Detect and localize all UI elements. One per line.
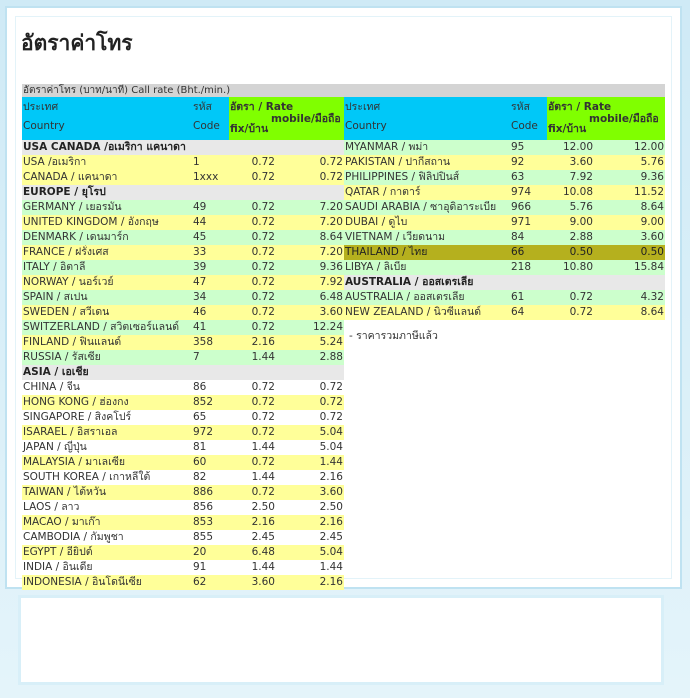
table-row — [344, 215, 665, 230]
header-country-th: ประเทศ — [345, 101, 381, 113]
mobile-rate: 5.04 — [319, 426, 343, 438]
mobile-rate: 3.60 — [319, 306, 343, 318]
country-name: INDIA / อินเดีย — [23, 561, 93, 573]
header-fix: fix/บ้าน — [230, 123, 269, 135]
country-name: RUSSIA / รัสเซีย — [23, 351, 101, 363]
mobile-rate: 1.44 — [319, 561, 343, 573]
mobile-rate: 8.64 — [640, 306, 664, 318]
country-code: 95 — [511, 141, 525, 153]
country-name: CAMBODIA / กัมพูชา — [23, 531, 124, 543]
table-row — [22, 320, 344, 335]
country-name: DENMARK / เดนมาร์ก — [23, 231, 129, 243]
fix-rate: 3.60 — [251, 576, 275, 588]
header-rate: อัตรา / Rate — [548, 101, 612, 113]
fix-rate: 0.72 — [251, 246, 275, 258]
fix-rate: 2.88 — [569, 231, 593, 243]
mobile-rate: 0.50 — [640, 246, 664, 258]
header-code-en: Code — [511, 120, 538, 132]
country-code: 41 — [193, 321, 207, 333]
table-row — [22, 350, 344, 365]
mobile-rate: 7.20 — [319, 216, 343, 228]
country-code: 46 — [193, 306, 207, 318]
mobile-rate: 0.72 — [319, 171, 343, 183]
table-row — [22, 410, 344, 425]
header-rate: อัตรา / Rate — [230, 101, 294, 113]
table-caption: อัตราค่าโทร (บาท/นาที) Call rate (Bht./min.) — [22, 84, 665, 97]
mobile-rate: 1.44 — [319, 456, 343, 468]
header-mobile: mobile/มือถือ — [589, 113, 659, 125]
country-code: 64 — [511, 306, 525, 318]
table-row — [22, 380, 344, 395]
region-header — [22, 185, 344, 200]
header-country-en: Country — [345, 120, 387, 132]
fix-rate: 3.60 — [569, 156, 593, 168]
table-row — [22, 215, 344, 230]
region-name: ASIA / เอเชีย — [23, 366, 89, 378]
fix-rate: 10.80 — [562, 261, 593, 273]
country-code: 62 — [193, 576, 207, 588]
fix-rate: 1.44 — [251, 441, 275, 453]
country-name: UNITED KINGDOM / อังกฤษ — [23, 216, 159, 228]
country-name: SPAIN / สเปน — [23, 291, 88, 303]
fix-rate: 0.72 — [251, 201, 275, 213]
mobile-rate: 12.00 — [633, 141, 664, 153]
country-name: ITALY / อิตาลี — [23, 261, 86, 273]
mobile-rate: 2.16 — [319, 576, 343, 588]
country-code: 852 — [193, 396, 214, 408]
fix-rate: 0.72 — [251, 231, 275, 243]
country-code: 92 — [511, 156, 525, 168]
fix-rate: 0.72 — [569, 291, 593, 303]
left-column — [22, 97, 344, 590]
mobile-rate: 5.76 — [640, 156, 664, 168]
tax-note: - ราคารวมภาษีแล้ว — [349, 330, 438, 342]
mobile-rate: 7.20 — [319, 201, 343, 213]
fix-rate: 0.72 — [251, 156, 275, 168]
country-code: 39 — [193, 261, 207, 273]
footer-box — [18, 595, 664, 685]
country-name: NEW ZEALAND / นิวซีแลนด์ — [345, 306, 482, 318]
country-name: PAKISTAN / ปากีสถาน — [345, 156, 451, 168]
mobile-rate: 7.20 — [319, 246, 343, 258]
country-name: MALAYSIA / มาเลเซีย — [23, 456, 125, 468]
fix-rate: 0.72 — [251, 381, 275, 393]
country-code: 60 — [193, 456, 207, 468]
fix-rate: 0.72 — [251, 171, 275, 183]
mobile-rate: 3.60 — [319, 486, 343, 498]
table-body-left — [22, 140, 344, 590]
mobile-rate: 0.72 — [319, 381, 343, 393]
mobile-rate: 5.24 — [319, 336, 343, 348]
table-row — [22, 485, 344, 500]
table-row — [344, 290, 665, 305]
fix-rate: 12.00 — [562, 141, 593, 153]
country-code: 855 — [193, 531, 214, 543]
fix-rate: 2.16 — [251, 336, 275, 348]
country-code: 81 — [193, 441, 207, 453]
table-row — [344, 200, 665, 215]
region-header — [22, 140, 344, 155]
table-row — [344, 185, 665, 200]
fix-rate: 7.92 — [569, 171, 593, 183]
table-row — [22, 470, 344, 485]
mobile-rate: 9.36 — [319, 261, 343, 273]
country-code: 974 — [511, 186, 532, 198]
table-row — [22, 200, 344, 215]
table-row — [22, 440, 344, 455]
mobile-rate: 9.36 — [640, 171, 664, 183]
fix-rate: 5.76 — [569, 201, 593, 213]
country-name: SWEDEN / สวีเดน — [23, 306, 110, 318]
header-fix: fix/บ้าน — [548, 123, 587, 135]
table-row — [344, 260, 665, 275]
fix-rate: 0.72 — [251, 426, 275, 438]
mobile-rate: 0.72 — [319, 396, 343, 408]
header-country-th: ประเทศ — [23, 101, 59, 113]
fix-rate: 0.72 — [251, 486, 275, 498]
country-code: 49 — [193, 201, 207, 213]
mobile-rate: 11.52 — [633, 186, 664, 198]
country-name: INDONESIA / อินโดนีเซีย — [23, 576, 142, 588]
header-country-en: Country — [23, 120, 65, 132]
country-name: JAPAN / ญี่ปุ่น — [23, 441, 87, 453]
table-row — [344, 305, 665, 320]
country-name: FRANCE / ฝรั่งเศส — [23, 246, 109, 258]
country-name: USA /อเมริกา — [23, 156, 87, 168]
table-row — [344, 170, 665, 185]
country-name: MACAO / มาเก๊า — [23, 516, 101, 528]
mobile-rate: 6.48 — [319, 291, 343, 303]
mobile-rate: 5.04 — [319, 546, 343, 558]
region-name: USA CANADA /อเมริกา แคนาดา — [23, 141, 186, 153]
table-row — [22, 455, 344, 470]
fix-rate: 10.08 — [562, 186, 593, 198]
country-name: PHILIPPINES / ฟิลิปปินส์ — [345, 171, 460, 183]
table-row — [22, 170, 344, 185]
country-name: THAILAND / ไทย — [345, 246, 428, 258]
table-row — [22, 425, 344, 440]
table-row — [22, 305, 344, 320]
table-body-right — [344, 140, 665, 320]
region-name: AUSTRALIA / ออสเตรเลีย — [345, 276, 474, 288]
fix-rate: 1.44 — [251, 561, 275, 573]
table-row — [22, 395, 344, 410]
table-header-left — [22, 97, 344, 140]
fix-rate: 0.72 — [251, 456, 275, 468]
country-code: 33 — [193, 246, 207, 258]
country-code: 856 — [193, 501, 214, 513]
header-code-en: Code — [193, 120, 220, 132]
fix-rate: 0.72 — [251, 306, 275, 318]
country-name: SOUTH KOREA / เกาหลีใต้ — [23, 471, 151, 483]
table-row — [22, 545, 344, 560]
table-row — [22, 515, 344, 530]
country-code: 65 — [193, 411, 207, 423]
country-code: 1 — [193, 156, 200, 168]
table-row — [22, 230, 344, 245]
country-code: 86 — [193, 381, 207, 393]
country-code: 7 — [193, 351, 200, 363]
country-name: SINGAPORE / สิงคโปร์ — [23, 411, 132, 423]
fix-rate: 0.72 — [251, 321, 275, 333]
country-code: 1xxx — [193, 171, 219, 183]
region-name: EUROPE / ยุโรป — [23, 186, 106, 198]
region-header — [22, 365, 344, 380]
country-name: GERMANY / เยอรมัน — [23, 201, 122, 213]
country-name: AUSTRALIA / ออสเตรเลีย — [345, 291, 465, 303]
fix-rate: 6.48 — [251, 546, 275, 558]
country-code: 20 — [193, 546, 207, 558]
table-row — [344, 140, 665, 155]
fix-rate: 9.00 — [569, 216, 593, 228]
mobile-rate: 2.45 — [319, 531, 343, 543]
table-row — [22, 290, 344, 305]
mobile-rate: 2.88 — [319, 351, 343, 363]
fix-rate: 0.72 — [251, 396, 275, 408]
table-row — [22, 155, 344, 170]
fix-rate: 0.72 — [251, 276, 275, 288]
fix-rate: 1.44 — [251, 351, 275, 363]
country-name: FINLAND / ฟินแลนด์ — [23, 336, 122, 348]
country-name: QATAR / กาตาร์ — [345, 186, 421, 198]
country-code: 886 — [193, 486, 214, 498]
header-mobile: mobile/มือถือ — [271, 113, 341, 125]
fix-rate: 1.44 — [251, 471, 275, 483]
country-code: 218 — [511, 261, 532, 273]
right-column — [344, 97, 665, 590]
fix-rate: 2.50 — [251, 501, 275, 513]
table-row — [22, 260, 344, 275]
fix-rate: 0.72 — [251, 291, 275, 303]
table-row — [344, 230, 665, 245]
mobile-rate: 2.16 — [319, 516, 343, 528]
call-rate-table — [22, 84, 665, 590]
mobile-rate: 9.00 — [640, 216, 664, 228]
mobile-rate: 8.64 — [640, 201, 664, 213]
mobile-rate: 15.84 — [633, 261, 664, 273]
country-code: 61 — [511, 291, 525, 303]
country-code: 44 — [193, 216, 207, 228]
mobile-rate: 0.72 — [319, 156, 343, 168]
fix-rate: 0.72 — [251, 261, 275, 273]
mobile-rate: 8.64 — [319, 231, 343, 243]
country-name: EGYPT / อียิปต์ — [23, 546, 93, 558]
page-title: อัตราค่าโทร — [21, 31, 133, 55]
fix-rate: 0.72 — [569, 306, 593, 318]
country-name: CANADA / แคนาดา — [23, 171, 118, 183]
country-code: 91 — [193, 561, 207, 573]
country-code: 84 — [511, 231, 525, 243]
fix-rate: 2.16 — [251, 516, 275, 528]
mobile-rate: 12.24 — [312, 321, 343, 333]
table-row — [344, 245, 665, 260]
mobile-rate: 2.50 — [319, 501, 343, 513]
country-code: 47 — [193, 276, 207, 288]
header-code-th: รหัส — [193, 101, 212, 113]
country-name: LAOS / ลาว — [23, 501, 80, 513]
table-row — [22, 245, 344, 260]
table-row — [22, 560, 344, 575]
country-name: HONG KONG / ฮ่องกง — [23, 396, 129, 408]
region-header — [344, 275, 665, 290]
fix-rate: 0.72 — [251, 216, 275, 228]
country-name: MYANMAR / พม่า — [345, 141, 429, 153]
country-name: TAIWAN / ไต้หวัน — [23, 486, 107, 498]
country-code: 66 — [511, 246, 525, 258]
country-code: 82 — [193, 471, 207, 483]
country-code: 972 — [193, 426, 214, 438]
mobile-rate: 5.04 — [319, 441, 343, 453]
table-row — [22, 335, 344, 350]
country-code: 358 — [193, 336, 214, 348]
table-header-right — [344, 97, 665, 140]
country-code: 971 — [511, 216, 532, 228]
country-name: VIETNAM / เวียดนาม — [345, 231, 446, 243]
country-name: SAUDI ARABIA / ซาอุดิอาระเบีย — [345, 201, 497, 213]
mobile-rate: 4.32 — [640, 291, 664, 303]
fix-rate: 0.50 — [569, 246, 593, 258]
table-row — [22, 530, 344, 545]
country-name: SWITZERLAND / สวิตเซอร์แลนด์ — [23, 321, 180, 333]
country-code: 63 — [511, 171, 525, 183]
country-code: 45 — [193, 231, 207, 243]
country-name: ISARAEL / อิสราเอล — [23, 426, 118, 438]
mobile-rate: 0.72 — [319, 411, 343, 423]
country-name: CHINA / จีน — [23, 381, 80, 393]
country-name: DUBAI / ดูไบ — [345, 216, 408, 228]
country-name: NORWAY / นอร์เวย์ — [23, 276, 114, 288]
header-code-th: รหัส — [511, 101, 530, 113]
table-row — [22, 275, 344, 290]
mobile-rate: 7.92 — [319, 276, 343, 288]
country-code: 853 — [193, 516, 214, 528]
fix-rate: 2.45 — [251, 531, 275, 543]
table-row — [22, 500, 344, 515]
country-code: 34 — [193, 291, 207, 303]
mobile-rate: 2.16 — [319, 471, 343, 483]
table-row — [344, 155, 665, 170]
country-name: LIBYA / ลิเบีย — [345, 261, 407, 273]
mobile-rate: 3.60 — [640, 231, 664, 243]
fix-rate: 0.72 — [251, 411, 275, 423]
table-row — [22, 575, 344, 590]
country-code: 966 — [511, 201, 532, 213]
